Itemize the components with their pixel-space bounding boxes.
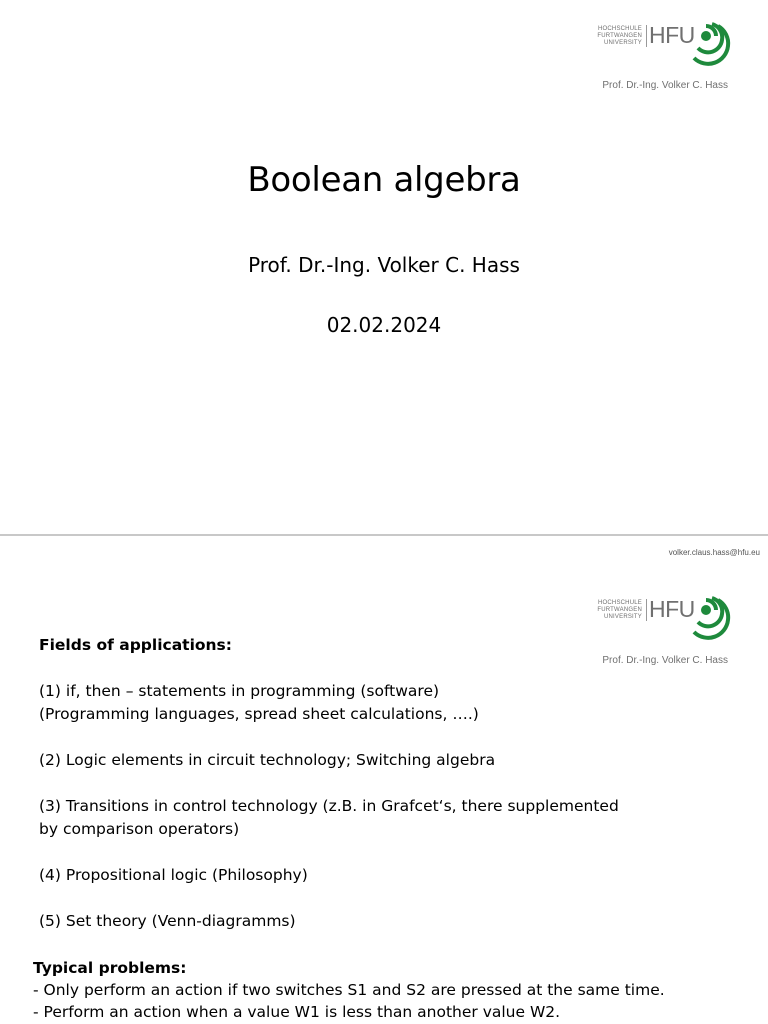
logo-hfu-text: HFU: [649, 22, 695, 48]
hfu-logo: [582, 20, 732, 80]
slide-title: Boolean algebra: [247, 160, 521, 200]
applications-heading: Fields of applications:: [39, 636, 232, 654]
logo-caption: Prof. Dr.-Ing. Volker C. Hass: [602, 655, 728, 666]
problem-item: - Perform an action when a value W1 is less than another value W2.: [33, 1003, 561, 1021]
content-slide: [0, 536, 768, 1024]
logo-hfu-text: HFU: [649, 596, 695, 622]
logo-divider: [646, 599, 647, 621]
hfu-swirl-icon: [690, 22, 732, 74]
slide-author: Prof. Dr.-Ing. Volker C. Hass: [248, 253, 520, 277]
list-item: (2) Logic elements in circuit technology; Switching algebra: [39, 751, 496, 769]
list-item: (3) Transitions in control technology (z.B. in Grafcet‘s, there supplemented by comparison operators): [39, 797, 619, 838]
slide-date: 02.02.2024: [326, 313, 442, 337]
typical-problems: [33, 957, 733, 1023]
email-address: volker.claus.hass@hfu.eu: [668, 548, 760, 557]
logo-caption: Prof. Dr.-Ing. Volker C. Hass: [602, 80, 728, 91]
list-item: (4) Propositional logic (Philosophy): [39, 866, 308, 884]
problems-heading: Typical problems:: [33, 959, 187, 977]
logo-divider: [646, 25, 647, 47]
hfu-swirl-icon: [690, 596, 732, 648]
list-item: (1) if, then – statements in programming (software) (Programming languages, spread sheet calculations, ….): [39, 682, 479, 723]
applications-list: [39, 634, 679, 956]
logo-small-text: HOCHSCHULE FURTWANGEN UNIVERSITY: [597, 600, 642, 620]
list-item: (5) Set theory (Venn-diagramms): [39, 912, 296, 930]
logo-small-text: HOCHSCHULE FURTWANGEN UNIVERSITY: [597, 26, 642, 46]
problem-item: - Only perform an action if two switches S1 and S2 are pressed at the same time.: [33, 981, 665, 999]
